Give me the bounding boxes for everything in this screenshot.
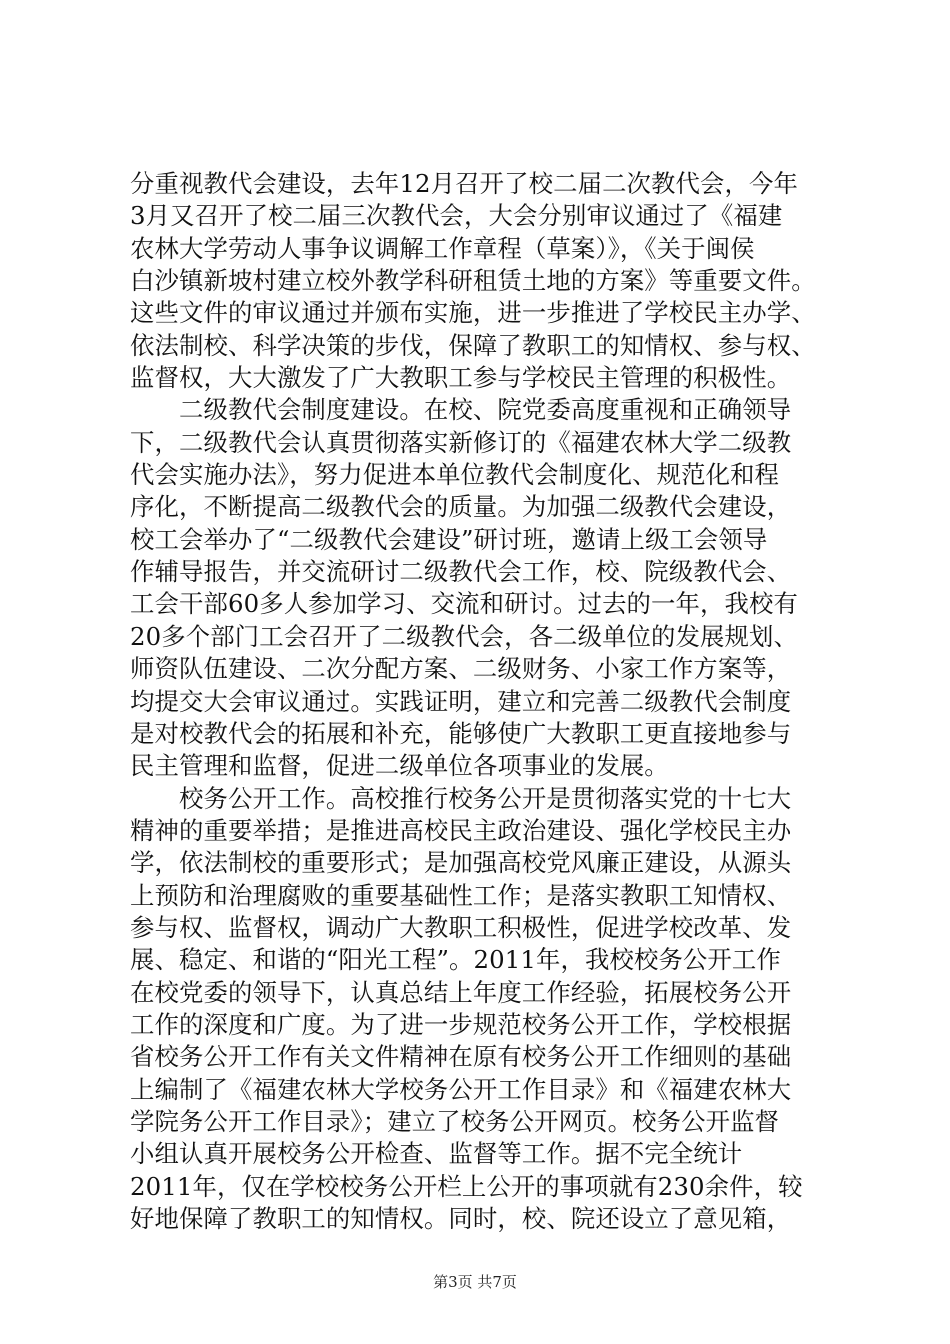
- text-line: 监督权，大大激发了广大教职工参与学校民主管理的积极性。: [130, 363, 792, 393]
- text-line: 好地保障了教职工的知情权。同时，校、院还设立了意见箱，: [130, 1204, 792, 1233]
- text-line: 2011年，仅在学校校务公开栏上公开的事项就有230余件，较: [130, 1171, 803, 1201]
- text-line: 师资队伍建设、二次分配方案、二级财务、小家工作方案等，: [130, 654, 792, 684]
- text-line: 均提交大会审议通过。实践证明，建立和完善二级教代会制度: [130, 686, 792, 716]
- text-line: 下，二级教代会认真贯彻落实新修订的《福建农林大学二级教: [130, 427, 792, 457]
- text-line: 作辅导报告，并交流研讨二级教代会工作，校、院级教代会、: [130, 557, 792, 587]
- text-line: 展、稳定、和谐的“阳光工程”。2011年，我校校务公开工作: [130, 945, 781, 975]
- text-line: 是对校教代会的拓展和补充，能够使广大教职工更直接地参与: [130, 718, 792, 748]
- text-line: 二级教代会制度建设。在校、院党委高度重视和正确领导: [130, 395, 792, 425]
- text-line: 3月又召开了校二届三次教代会，大会分别审议通过了《福建: [130, 201, 783, 231]
- page-number-footer: 第3页 共7页: [433, 1273, 517, 1291]
- text-line: 在校党委的领导下，认真总结上年度工作经验，拓展校务公开: [130, 977, 792, 1007]
- text-line: 校务公开工作。高校推行校务公开是贯彻落实党的十七大: [130, 783, 792, 813]
- text-line: 学，依法制校的重要形式；是加强高校党风廉正建设，从源头: [130, 848, 792, 878]
- text-line: 白沙镇新坡村建立校外教学科研租赁土地的方案》等重要文件。: [130, 266, 816, 296]
- text-line: 分重视教代会建设，去年12月召开了校二届二次教代会，今年: [130, 169, 798, 198]
- text-line: 小组认真开展校务公开检查、监督等工作。据不完全统计: [130, 1139, 743, 1169]
- text-line: 上编制了《福建农林大学校务公开工作目录》和《福建农林大: [130, 1074, 792, 1104]
- text-line: 精神的重要举措；是推进高校民主政治建设、强化学校民主办: [130, 815, 792, 845]
- text-line: 工会干部60多人参加学习、交流和研讨。过去的一年，我校有: [130, 589, 798, 619]
- text-line: 依法制校、科学决策的步伐，保障了教职工的知情权、参与权、: [130, 330, 816, 360]
- body-text: [130, 168, 830, 1235]
- text-line: 省校务公开工作有关文件精神在原有校务公开工作细则的基础: [130, 1042, 792, 1072]
- text-line: 代会实施办法》，努力促进本单位教代会制度化、规范化和程: [130, 460, 780, 490]
- text-line: 农林大学劳动人事争议调解工作章程（草案）》，《关于闽侯: [130, 233, 755, 263]
- text-line: 20多个部门工会召开了二级教代会，各二级单位的发展规划、: [130, 621, 798, 651]
- text-line: 上预防和治理腐败的重要基础性工作；是落实教职工知情权、: [130, 880, 792, 910]
- text-line: 学院务公开工作目录》；建立了校务公开网页。校务公开监督: [130, 1106, 780, 1136]
- text-line: 序化，不断提高二级教代会的质量。为加强二级教代会建设，: [130, 492, 792, 522]
- text-line: 这些文件的审议通过并颁布实施，进一步推进了学校民主办学、: [130, 298, 816, 328]
- text-line: 校工会举办了“二级教代会建设”研讨班，邀请上级工会领导: [130, 524, 768, 554]
- text-line: 工作的深度和广度。为了进一步规范校务公开工作，学校根据: [130, 1009, 792, 1039]
- text-line: 参与权、监督权，调动广大教职工积极性，促进学校改革、发: [130, 912, 792, 942]
- text-line: 民主管理和监督，促进二级单位各项事业的发展。: [130, 751, 669, 781]
